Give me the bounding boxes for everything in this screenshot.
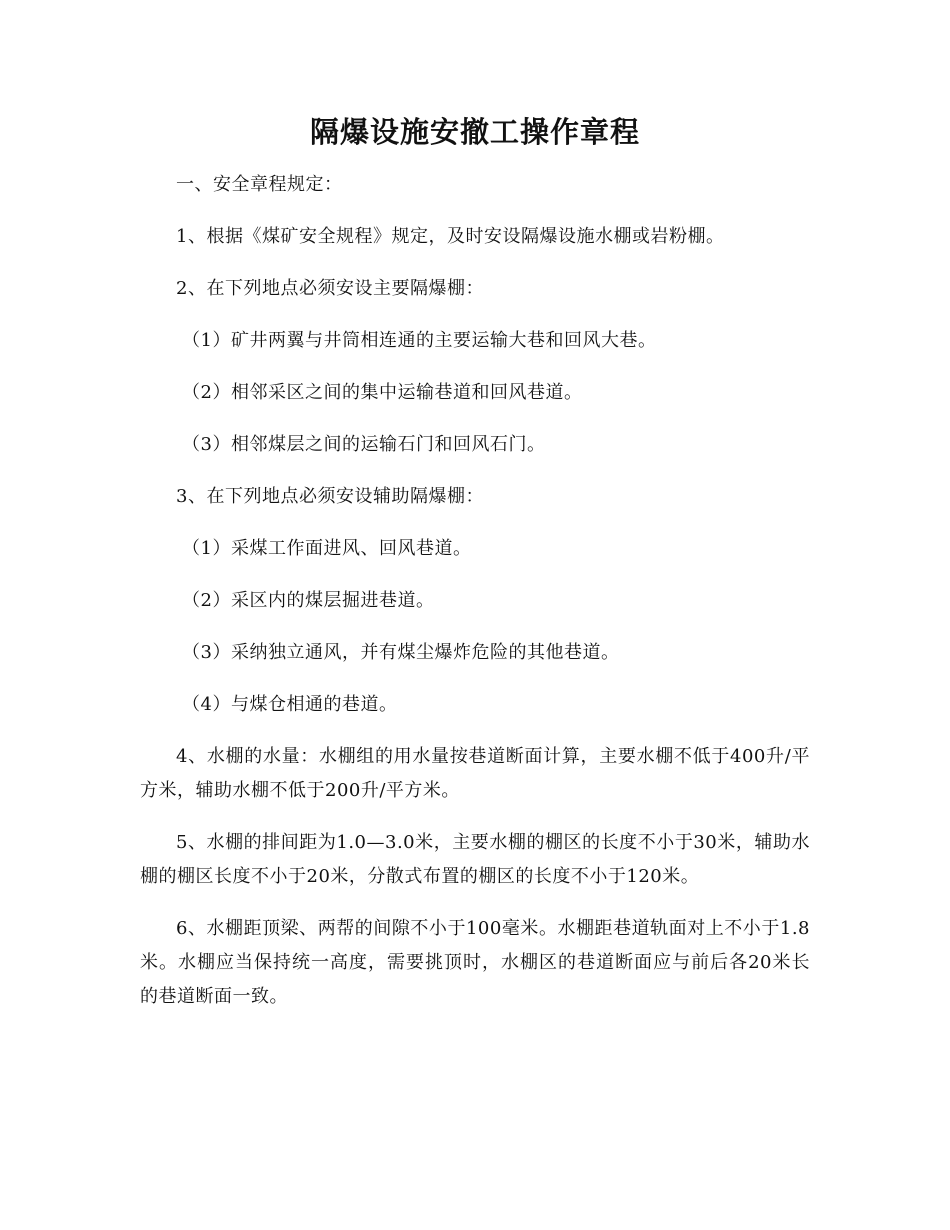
paragraph: 5、水棚的排间距为1.0—3.0米，主要水棚的棚区的长度不小于30米，辅助水棚的棚区长度不小于20米，分散式布置的棚区的长度不小于120米。 [140,832,810,887]
list-item: （2）采区内的煤层掘进巷道。 [182,590,435,611]
paragraph: 2、在下列地点必须安设主要隔爆棚： [176,278,484,299]
document-body [140,168,810,1032]
paragraph: 6、水棚距顶梁、两帮的间隙不小于100毫米。水棚距巷道轨面对上不小于1.8米。水棚应当保持统一高度，需要挑顶时，水棚区的巷道断面应与前后各20米长的巷道断面一致。 [140,918,810,1007]
list-item: （4）与煤仓相通的巷道。 [182,694,398,715]
list-item: （2）相邻采区之间的集中运输巷道和回风巷道。 [182,382,583,403]
paragraph: 1、根据《煤矿安全规程》规定，及时安设隔爆设施水棚或岩粉棚。 [176,226,725,247]
list-item: （1）采煤工作面进风、回风巷道。 [182,538,472,559]
document-title: 隔爆设施安撤工操作章程 [309,115,640,149]
list-item: （3）采纳独立通风，并有煤尘爆炸危险的其他巷道。 [182,642,620,663]
list-item: （3）相邻煤层之间的运输石门和回风石门。 [182,434,546,455]
section-heading: 一、安全章程规定： [176,174,343,195]
paragraph: 3、在下列地点必须安设辅助隔爆棚： [176,486,484,507]
paragraph: 4、水棚的水量：水棚组的用水量按巷道断面计算，主要水棚不低于400升/平方米，辅助水棚不低于200升/平方米。 [140,746,810,801]
list-item: （1）矿井两翼与井筒相连通的主要运输大巷和回风大巷。 [182,330,657,351]
